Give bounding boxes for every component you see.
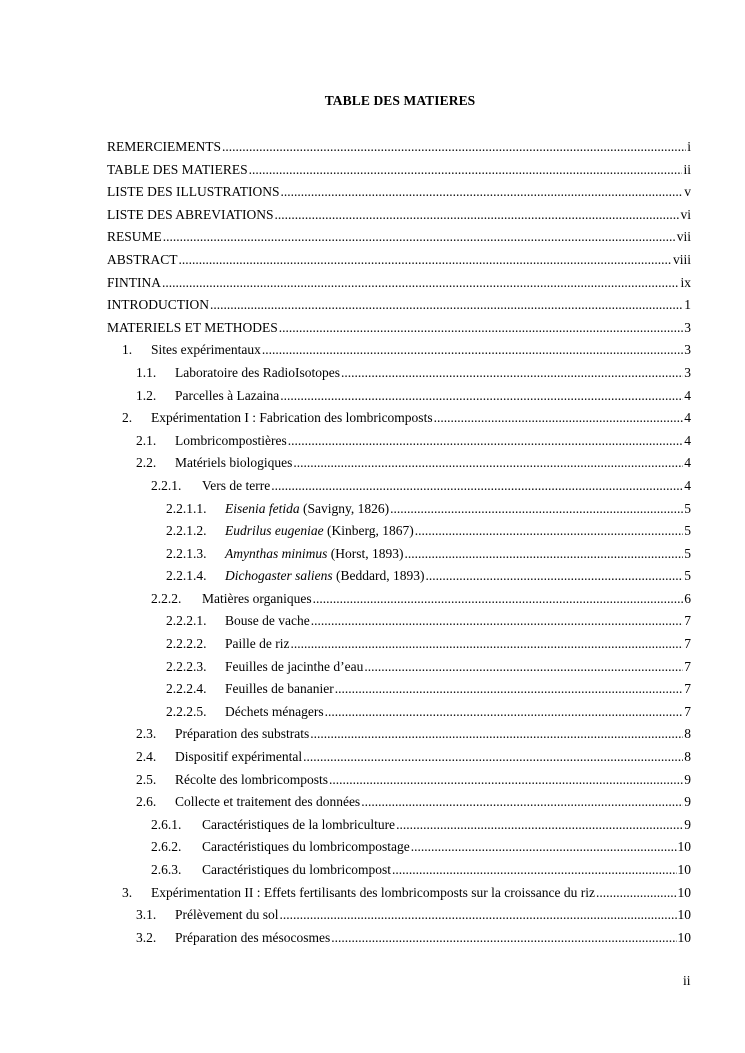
toc-entry-label: Parcelles à Lazaina [175,387,280,403]
toc-entry [107,317,691,340]
toc-entry [107,723,691,746]
toc-entry-label: FINTINA [107,274,161,290]
toc-leader-dots [331,927,676,950]
toc-entry-label: Expérimentation II : Effets fertilisants des lombricomposts sur la croissance du riz [151,884,596,900]
toc-leader-dots [271,475,683,498]
toc-entry-page: v [684,184,691,200]
toc-entry [107,678,691,701]
toc-entry-page: 10 [677,862,691,877]
toc-entry-page: ii [683,161,691,177]
page-title: TABLE DES MATIERES [324,93,476,108]
toc-entry-label [225,565,424,588]
toc-entry-label: Caractéristiques du lombricompostage [202,839,410,855]
toc-entry-page: 8 [684,726,691,742]
toc-entry [107,272,691,295]
toc-entry [107,814,691,837]
toc-entry [107,588,691,611]
toc-entry-page: 9 [684,816,691,832]
toc-entry-label: ABSTRACT [107,251,178,267]
toc-entry-author-year: (Beddard, 1893) [332,568,425,584]
toc-entry [107,294,691,317]
footer-page-number: ii [683,973,691,988]
toc-entry-species-name: Amynthas minimus [225,545,328,561]
toc-leader-dots [434,407,684,430]
toc-entry-label: Matériels biologiques [175,455,293,471]
toc-leader-dots [390,498,683,521]
toc-entry-page: 10 [677,907,691,923]
toc-entry-page: 9 [684,771,691,787]
toc-entry [107,362,691,385]
toc-entry-label: INTRODUCTION [107,297,209,313]
toc-leader-dots [281,181,684,204]
toc-entry-page: 10 [677,884,691,900]
toc-entry-species-name: Eudrilus eugeniae [225,523,324,539]
toc-entry-label: Prélèvement du sol [175,907,279,923]
toc-entry [107,452,691,475]
toc-entry-species-name: Eisenia fetida [225,500,300,516]
toc-entry-label: REMERCIEMENTS [107,139,222,154]
toc-entry-number: 2.2.2.5. [166,703,207,719]
toc-leader-dots [222,136,686,159]
toc-entry [107,610,691,633]
toc-entry-number: 2.6. [136,794,157,810]
toc-leader-dots [415,520,684,543]
toc-entry [107,904,691,927]
toc-entry-label: Expérimentation I : Fabrication des lombricomposts [151,410,433,426]
toc-entry-page: 5 [684,568,691,584]
toc-entry [107,159,691,182]
toc-entry-number: 2.2.1.3. [166,545,207,561]
toc-leader-dots [293,452,683,475]
toc-entry-page: ix [680,274,691,290]
toc-leader-dots [262,339,683,362]
toc-leader-dots [249,159,683,182]
toc-entry-page: vi [680,206,691,222]
toc-entry-page: 10 [677,929,691,945]
toc-entry-page: 5 [684,545,691,561]
toc-entry-label: Paille de riz [225,636,290,652]
toc-leader-dots [341,362,683,385]
toc-entry [107,407,691,430]
toc-entry-number: 2.2.2.4. [166,681,207,697]
toc-entry-label [225,520,414,543]
toc-leader-dots [279,317,684,340]
toc-entry-label: Récolte des lombricomposts [175,771,328,787]
toc-entry-page: vii [676,229,691,245]
toc-entry [107,520,691,543]
toc-entry [107,204,691,227]
toc-entry [107,181,691,204]
toc-entry-label: RESUME [107,229,162,245]
toc-entry-page: 6 [684,590,691,606]
toc-entry-page: 7 [684,636,691,652]
toc-entry-page: 4 [684,455,691,471]
toc-leader-dots [396,814,683,837]
toc-entry-label: Caractéristiques du lombricompost [202,862,391,877]
toc-entry-label: TABLE DES MATIERES [107,161,248,177]
toc-entry-number: 2.2.1. [151,477,182,493]
toc-entry [107,430,691,453]
toc-entry-number: 3.2. [136,929,157,945]
toc-leader-dots [288,430,684,453]
toc-entry-page: 7 [684,613,691,629]
toc-entry-page: 5 [684,500,691,516]
toc-entry-page: 1 [684,297,691,313]
toc-entry-label: Feuilles de bananier [225,681,334,697]
toc-leader-dots [162,272,679,295]
toc-entry-page: 3 [684,364,691,380]
toc-leader-dots [163,226,676,249]
toc-leader-dots [280,385,683,408]
toc-entry [107,339,691,362]
toc-entry-label: Laboratoire des RadioIsotopes [175,364,340,380]
toc-leader-dots [361,791,683,814]
toc-entry-page: 5 [684,523,691,539]
toc-entry [107,226,691,249]
toc-leader-dots [311,610,684,633]
toc-entry [107,656,691,679]
toc-entry-label: Matières organiques [202,590,312,606]
toc-leader-dots [290,633,683,656]
toc-entry-label: Sites expérimentaux [151,342,261,358]
toc-entry-number: 1. [122,342,133,358]
toc-entry [107,701,691,724]
toc-leader-dots [329,769,683,792]
toc-entry-number: 2.3. [136,726,157,742]
toc-entry-number: 3.1. [136,907,157,923]
toc-entry-species-name: Dichogaster saliens [225,568,333,584]
toc-entry-label: Préparation des mésocosmes [175,929,331,945]
toc-leader-dots [279,904,676,927]
toc-leader-dots [392,859,677,882]
toc-entry-number: 2.6.3. [151,862,182,877]
toc-leader-dots [325,701,684,724]
toc-entry-label: Feuilles de jacinthe d’eau [225,658,364,674]
toc-leader-dots [425,565,683,588]
toc-entry [107,565,691,588]
toc-entry [107,475,691,498]
toc-entry-page: 3 [684,319,691,335]
toc-entry [107,385,691,408]
toc-entry-number: 2. [122,410,133,426]
toc-entry-page: i [687,139,691,154]
toc-leader-dots [405,543,684,566]
toc-entry-number: 2.4. [136,749,157,765]
toc-entry-number: 2.2.2.1. [166,613,207,629]
toc-entry [107,543,691,566]
toc-leader-dots [411,836,677,859]
toc-entry-label: Bouse de vache [225,613,310,629]
toc-leader-dots [210,294,683,317]
toc-entry-page: 8 [684,749,691,765]
toc-entry-page: 4 [684,432,691,448]
toc-entry [107,136,691,159]
toc-entry [107,746,691,769]
toc-entry-number: 2.6.2. [151,839,182,855]
toc-entry-author-year: (Kinberg, 1867) [323,523,414,539]
toc-entry-page: 7 [684,658,691,674]
toc-entry-number: 2.2.1.4. [166,568,207,584]
toc-entry-page: 4 [684,477,691,493]
toc-entry-label: Caractéristiques de la lombriculture [202,816,396,832]
toc-entry-label: Dispositif expérimental [175,749,303,765]
toc-entry-label [225,498,389,521]
toc-entry-page: 4 [684,387,691,403]
toc-entry [107,498,691,521]
toc-leader-dots [303,746,683,769]
toc-entry-number: 1.2. [136,387,157,403]
toc-entry-label [225,543,404,566]
toc-entry-page: 7 [684,703,691,719]
toc-entry-label: Vers de terre [202,477,271,493]
toc-entry-page: 4 [684,410,691,426]
toc-leader-dots [364,656,683,679]
toc-entry-label: MATERIELS ET METHODES [107,319,278,335]
toc-entry-page: 3 [684,342,691,358]
toc-entry [107,859,691,882]
toc-entry-author-year: (Horst, 1893) [327,545,404,561]
toc-entry-number: 1.1. [136,364,157,380]
toc-entry-page: viii [672,251,691,267]
toc-leader-dots [310,723,683,746]
toc-entry-label: Déchets ménagers [225,703,324,719]
toc-entry-number: 2.2.1.2. [166,523,207,539]
toc-entry [107,769,691,792]
toc-entry-author-year: (Savigny, 1826) [299,500,390,516]
toc-leader-dots [596,882,676,905]
toc-entry-number: 2.1. [136,432,157,448]
toc-entry [107,836,691,859]
toc-entry-number: 2.5. [136,771,157,787]
toc-entry [107,791,691,814]
toc-entry-number: 2.2. [136,455,157,471]
toc-entry-number: 2.2.2.2. [166,636,207,652]
toc-entry-number: 3. [122,884,133,900]
toc-entry-number: 2.2.2.3. [166,658,207,674]
toc-entry-number: 2.2.2. [151,590,182,606]
toc-leader-dots [313,588,684,611]
toc-entry-label: Lombricompostières [175,432,287,448]
table-of-contents [107,136,691,949]
toc-entry-label: LISTE DES ILLUSTRATIONS [107,184,280,200]
toc-entry-page: 7 [684,681,691,697]
toc-entry [107,633,691,656]
toc-entry-page: 9 [684,794,691,810]
toc-leader-dots [275,204,680,227]
toc-leader-dots [179,249,672,272]
toc-entry-page: 10 [677,839,691,855]
toc-entry [107,249,691,272]
toc-entry-number: 2.6.1. [151,816,182,832]
toc-entry [107,927,691,950]
toc-entry [107,882,691,905]
toc-leader-dots [335,678,684,701]
toc-entry-label: Préparation des substrats [175,726,310,742]
toc-entry-label: LISTE DES ABREVIATIONS [107,206,274,222]
toc-entry-number: 2.2.1.1. [166,500,207,516]
toc-entry-label: Collecte et traitement des données [175,794,361,810]
